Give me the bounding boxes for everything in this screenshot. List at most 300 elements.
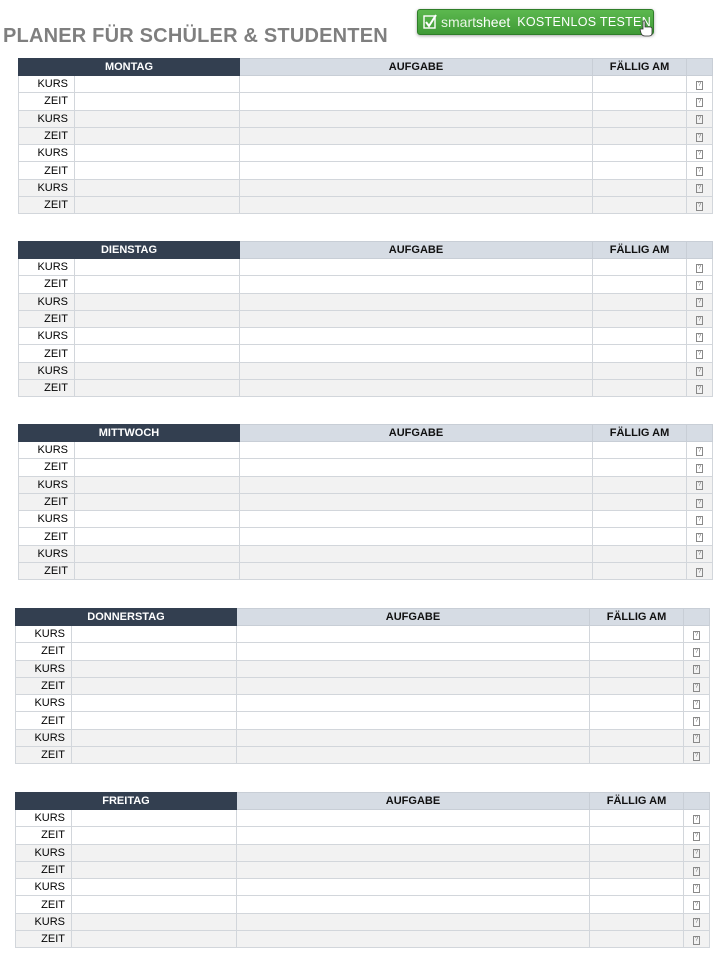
missing-glyph-icon: ? [697,299,702,306]
row-icon-cell[interactable] [684,861,710,878]
due-date-cell[interactable] [593,259,687,276]
table-row [16,695,710,712]
row-icon-cell[interactable] [687,380,713,397]
course-time-cell[interactable] [72,913,237,930]
day-section [18,424,713,580]
missing-glyph-icon: ? [697,316,702,323]
row-icon-cell[interactable] [684,712,710,729]
course-time-cell[interactable] [75,197,240,214]
missing-glyph-icon: ? [694,700,699,707]
day-section [15,792,710,948]
row-icon-cell[interactable] [687,276,713,293]
missing-glyph-icon: ? [697,133,702,140]
course-time-cell[interactable] [72,810,237,827]
missing-glyph-icon: ? [697,264,702,271]
table-row [19,293,713,310]
row-label: KURS [19,145,75,162]
missing-glyph-icon: ? [694,735,699,742]
due-date-cell[interactable] [593,293,687,310]
course-time-cell[interactable] [75,328,240,345]
table-row [19,162,713,179]
row-icon-cell[interactable] [687,511,713,528]
due-date-cell[interactable] [593,493,687,510]
row-label: KURS [19,511,75,528]
task-cell[interactable] [240,310,593,327]
row-label: ZEIT [19,528,75,545]
due-date-cell[interactable] [590,660,684,677]
course-time-cell[interactable] [75,493,240,510]
task-cell[interactable] [240,442,593,459]
free-trial-button[interactable] [417,9,654,35]
task-cell[interactable] [240,476,593,493]
row-icon-cell[interactable] [687,362,713,379]
course-time-cell[interactable] [75,93,240,110]
course-time-cell[interactable] [72,729,237,746]
missing-glyph-icon: ? [697,482,702,489]
table-row [19,511,713,528]
task-column-header: AUFGABE [240,59,593,76]
table-row [19,76,713,93]
row-label: ZEIT [16,827,72,844]
row-icon-cell[interactable] [687,127,713,144]
row-icon-cell[interactable] [687,162,713,179]
task-cell[interactable] [240,380,593,397]
missing-glyph-icon: ? [697,447,702,454]
due-date-cell[interactable] [590,844,684,861]
row-icon-cell[interactable] [684,626,710,643]
icon-column-header [684,793,710,810]
task-cell[interactable] [240,76,593,93]
row-label: KURS [16,913,72,930]
task-cell[interactable] [237,626,590,643]
row-label: KURS [19,362,75,379]
due-date-cell[interactable] [593,563,687,580]
due-date-cell[interactable] [593,145,687,162]
task-cell[interactable] [240,345,593,362]
task-column-header: AUFGABE [237,793,590,810]
due-column-header: FÄLLIG AM [590,609,684,626]
due-date-cell[interactable] [593,511,687,528]
missing-glyph-icon: ? [697,516,702,523]
task-column-header: AUFGABE [240,242,593,259]
row-icon-cell[interactable] [684,729,710,746]
row-icon-cell[interactable] [687,563,713,580]
table-row [16,747,710,764]
course-time-cell[interactable] [75,442,240,459]
due-date-cell[interactable] [590,747,684,764]
smartsheet-logo [441,14,510,30]
row-label: ZEIT [16,712,72,729]
task-cell[interactable] [240,328,593,345]
row-label: KURS [16,695,72,712]
table-row [19,380,713,397]
course-time-cell[interactable] [75,276,240,293]
table-row [16,861,710,878]
task-cell[interactable] [240,362,593,379]
table-row [19,310,713,327]
course-time-cell[interactable] [72,695,237,712]
course-time-cell[interactable] [75,179,240,196]
table-row [19,459,713,476]
row-icon-cell[interactable] [687,179,713,196]
course-time-cell[interactable] [72,747,237,764]
due-date-cell[interactable] [590,643,684,660]
day-header: DONNERSTAG [16,609,237,626]
missing-glyph-icon: ? [697,202,702,209]
due-date-cell[interactable] [593,127,687,144]
course-time-cell[interactable] [75,362,240,379]
task-cell[interactable] [240,145,593,162]
missing-glyph-icon: ? [694,631,699,638]
row-label: KURS [16,660,72,677]
missing-glyph-icon: ? [697,351,702,358]
course-time-cell[interactable] [72,677,237,694]
task-cell[interactable] [240,511,593,528]
missing-glyph-icon: ? [697,116,702,123]
task-cell[interactable] [237,844,590,861]
task-cell[interactable] [237,861,590,878]
table-row [19,563,713,580]
task-cell[interactable] [237,660,590,677]
due-date-cell[interactable] [590,931,684,948]
missing-glyph-icon: ? [694,919,699,926]
task-cell[interactable] [237,827,590,844]
task-cell[interactable] [237,913,590,930]
course-time-cell[interactable] [75,459,240,476]
due-date-cell[interactable] [593,476,687,493]
due-date-cell[interactable] [590,729,684,746]
due-date-cell[interactable] [590,712,684,729]
table-header [19,425,713,442]
missing-glyph-icon: ? [694,832,699,839]
course-time-cell[interactable] [72,879,237,896]
task-cell[interactable] [240,127,593,144]
due-column-header: FÄLLIG AM [593,425,687,442]
table-row [16,729,710,746]
course-time-cell[interactable] [75,145,240,162]
course-time-cell[interactable] [75,310,240,327]
missing-glyph-icon: ? [697,168,702,175]
due-column-header: FÄLLIG AM [593,242,687,259]
task-cell[interactable] [237,677,590,694]
task-cell[interactable] [240,293,593,310]
planner-table [15,608,710,764]
row-icon-cell[interactable] [684,677,710,694]
missing-glyph-icon: ? [694,936,699,943]
task-cell[interactable] [240,493,593,510]
task-cell[interactable] [240,197,593,214]
missing-glyph-icon: ? [694,884,699,891]
due-date-cell[interactable] [590,913,684,930]
missing-glyph-icon: ? [697,150,702,157]
due-date-cell[interactable] [593,276,687,293]
due-date-cell[interactable] [590,626,684,643]
due-column-header: FÄLLIG AM [590,793,684,810]
missing-glyph-icon: ? [697,98,702,105]
table-row [16,827,710,844]
row-icon-cell[interactable] [687,145,713,162]
due-date-cell[interactable] [593,179,687,196]
due-date-cell[interactable] [590,827,684,844]
table-row [16,879,710,896]
due-date-cell[interactable] [590,896,684,913]
course-time-cell[interactable] [75,528,240,545]
due-date-cell[interactable] [593,459,687,476]
table-row [16,660,710,677]
row-label: KURS [19,76,75,93]
table-row [19,179,713,196]
row-label: ZEIT [19,459,75,476]
due-date-cell[interactable] [593,93,687,110]
task-cell[interactable] [237,931,590,948]
table-row [19,528,713,545]
course-time-cell[interactable] [72,643,237,660]
course-time-cell[interactable] [72,896,237,913]
row-label: ZEIT [16,747,72,764]
missing-glyph-icon: ? [697,464,702,471]
row-icon-cell[interactable] [684,827,710,844]
planner-table [15,792,710,948]
due-date-cell[interactable] [593,310,687,327]
row-icon-cell[interactable] [687,310,713,327]
missing-glyph-icon: ? [697,385,702,392]
row-label: KURS [19,259,75,276]
row-label: ZEIT [19,563,75,580]
row-label: KURS [16,626,72,643]
row-label: ZEIT [19,380,75,397]
row-icon-cell[interactable] [687,197,713,214]
row-label: ZEIT [19,310,75,327]
row-label: ZEIT [16,931,72,948]
task-cell[interactable] [237,879,590,896]
table-row [19,545,713,562]
missing-glyph-icon: ? [694,683,699,690]
course-time-cell[interactable] [72,712,237,729]
row-icon-cell[interactable] [684,879,710,896]
row-icon-cell[interactable] [684,747,710,764]
due-date-cell[interactable] [593,442,687,459]
missing-glyph-icon: ? [697,568,702,575]
row-label: KURS [19,179,75,196]
row-label: ZEIT [16,643,72,660]
task-cell[interactable] [237,896,590,913]
row-icon-cell[interactable] [687,76,713,93]
course-time-cell[interactable] [75,259,240,276]
task-cell[interactable] [237,747,590,764]
icon-column-header [684,609,710,626]
course-time-cell[interactable] [75,476,240,493]
row-label: KURS [19,442,75,459]
table-row [16,643,710,660]
due-date-cell[interactable] [593,110,687,127]
due-date-cell[interactable] [593,328,687,345]
due-date-cell[interactable] [593,162,687,179]
task-cell[interactable] [240,528,593,545]
planner-table [18,424,713,580]
row-icon-cell[interactable] [684,810,710,827]
icon-column-header [687,425,713,442]
task-cell[interactable] [240,110,593,127]
course-time-cell[interactable] [75,511,240,528]
row-label: ZEIT [16,861,72,878]
due-date-cell[interactable] [593,345,687,362]
due-date-cell[interactable] [590,677,684,694]
table-row [16,896,710,913]
task-cell[interactable] [240,545,593,562]
row-icon-cell[interactable] [687,293,713,310]
row-icon-cell[interactable] [687,545,713,562]
course-time-cell[interactable] [75,293,240,310]
table-row [16,810,710,827]
task-cell[interactable] [237,729,590,746]
logo-text-part1: smart [441,14,476,30]
due-date-cell[interactable] [593,528,687,545]
missing-glyph-icon: ? [694,648,699,655]
course-time-cell[interactable] [75,127,240,144]
course-time-cell[interactable] [72,626,237,643]
course-time-cell[interactable] [75,545,240,562]
table-row [19,93,713,110]
due-date-cell[interactable] [590,861,684,878]
course-time-cell[interactable] [72,844,237,861]
row-icon-cell[interactable] [687,459,713,476]
missing-glyph-icon: ? [694,666,699,673]
task-cell[interactable] [237,810,590,827]
course-time-cell[interactable] [72,931,237,948]
page-title: PLANER FÜR SCHÜLER & STUDENTEN [3,25,388,47]
task-cell[interactable] [240,459,593,476]
missing-glyph-icon: ? [697,499,702,506]
task-cell[interactable] [237,643,590,660]
row-label: KURS [16,879,72,896]
task-column-header: AUFGABE [237,609,590,626]
missing-glyph-icon: ? [697,551,702,558]
missing-glyph-icon: ? [694,902,699,909]
course-time-cell[interactable] [75,76,240,93]
row-icon-cell[interactable] [684,660,710,677]
due-date-cell[interactable] [590,695,684,712]
row-icon-cell[interactable] [684,931,710,948]
due-date-cell[interactable] [593,197,687,214]
missing-glyph-icon: ? [694,867,699,874]
task-cell[interactable] [240,179,593,196]
day-section [18,241,713,397]
row-label: ZEIT [19,127,75,144]
due-column-header: FÄLLIG AM [593,59,687,76]
row-icon-cell[interactable] [687,110,713,127]
icon-column-header [687,242,713,259]
due-date-cell[interactable] [590,810,684,827]
row-label: KURS [16,729,72,746]
due-date-cell[interactable] [593,76,687,93]
due-date-cell[interactable] [593,362,687,379]
row-label: ZEIT [19,345,75,362]
table-row [19,276,713,293]
table-row [19,197,713,214]
course-time-cell[interactable] [72,660,237,677]
course-time-cell[interactable] [75,380,240,397]
table-header [19,59,713,76]
task-cell[interactable] [240,563,593,580]
due-date-cell[interactable] [593,545,687,562]
due-date-cell[interactable] [590,879,684,896]
due-date-cell[interactable] [593,380,687,397]
planner-table [18,58,713,214]
table-row [19,259,713,276]
table-row [16,913,710,930]
task-cell[interactable] [240,276,593,293]
table-row [16,677,710,694]
day-header: MONTAG [19,59,240,76]
table-row [19,110,713,127]
table-row [19,493,713,510]
task-cell[interactable] [237,695,590,712]
table-row [16,712,710,729]
row-icon-cell[interactable] [687,259,713,276]
day-header: MITTWOCH [19,425,240,442]
course-time-cell[interactable] [72,827,237,844]
row-icon-cell[interactable] [684,643,710,660]
pointer-hand-icon [638,19,654,37]
missing-glyph-icon: ? [694,718,699,725]
missing-glyph-icon: ? [694,815,699,822]
day-section [18,58,713,214]
table-header [19,242,713,259]
missing-glyph-icon: ? [697,185,702,192]
row-icon-cell[interactable] [687,493,713,510]
row-icon-cell[interactable] [684,913,710,930]
row-icon-cell[interactable] [687,345,713,362]
checkbox-check-icon [423,14,437,30]
table-row [19,345,713,362]
day-header: DIENSTAG [19,242,240,259]
missing-glyph-icon: ? [697,81,702,88]
row-icon-cell[interactable] [687,528,713,545]
row-label: KURS [19,293,75,310]
row-label: ZEIT [19,493,75,510]
task-cell[interactable] [240,93,593,110]
course-time-cell[interactable] [75,162,240,179]
row-label: KURS [16,810,72,827]
table-row [19,442,713,459]
missing-glyph-icon: ? [697,333,702,340]
task-cell[interactable] [240,259,593,276]
row-label: ZEIT [16,896,72,913]
row-label: KURS [19,110,75,127]
course-time-cell[interactable] [72,861,237,878]
row-icon-cell[interactable] [687,93,713,110]
table-header [16,793,710,810]
course-time-cell[interactable] [75,345,240,362]
row-icon-cell[interactable] [684,896,710,913]
missing-glyph-icon: ? [697,368,702,375]
task-cell[interactable] [240,162,593,179]
row-icon-cell[interactable] [687,476,713,493]
course-time-cell[interactable] [75,110,240,127]
row-icon-cell[interactable] [687,442,713,459]
row-icon-cell[interactable] [684,695,710,712]
table-row [16,626,710,643]
row-label: ZEIT [19,197,75,214]
row-icon-cell[interactable] [684,844,710,861]
table-row [19,328,713,345]
task-cell[interactable] [237,712,590,729]
icon-column-header [687,59,713,76]
row-label: KURS [19,545,75,562]
missing-glyph-icon: ? [694,850,699,857]
course-time-cell[interactable] [75,563,240,580]
row-icon-cell[interactable] [687,328,713,345]
